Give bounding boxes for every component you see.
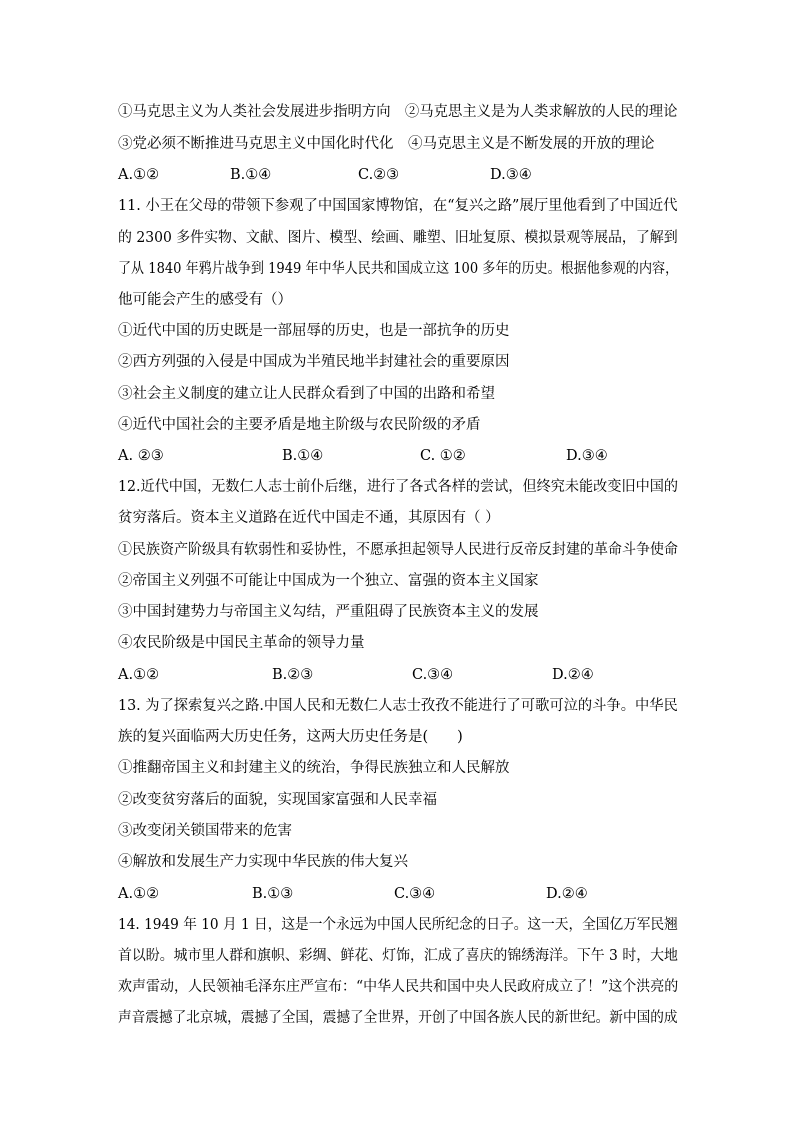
- q11-stem-line-3: 了从 1840 年鸦片战争到 1949 年中华人民共和国成立这 100 多年的历史。根据他参观的内容，: [118, 261, 679, 277]
- q12-stem-line-2: 贫穷落后。资本主义道路在近代中国走不通，其原因有（ ）: [118, 510, 500, 526]
- q12-statement-4: ④农民阶级是中国民主革命的领导力量: [118, 635, 365, 651]
- q14-stem-line-1: 14. 1949 年 10 月 1 日，这是一个永远为中国人民所纪念的日子。这一天，全国亿万军民翘: [118, 917, 678, 933]
- q13-statement-2: ②改变贫穷落后的面貌，实现国家富强和人民幸福: [118, 792, 437, 808]
- q12-statement-2: ②帝国主义列强不可能让中国成为一个独立、富强的资本主义国家: [118, 573, 539, 589]
- q13-stem-line-2: 族的复兴面临两大历史任务，这两大历史任务是( ): [118, 729, 463, 745]
- q12-option-c[interactable]: C.③④: [412, 667, 454, 683]
- q10-statement-line-2: ③党必须不断推进马克思主义中国化时代化 ④马克思主义是不断发展的开放的理论: [118, 136, 655, 152]
- q11-option-b[interactable]: B.①④: [282, 448, 324, 464]
- q13-statement-4: ④解放和发展生产力实现中华民族的伟大复兴: [118, 854, 408, 870]
- q12-statement-3: ③中国封建势力与帝国主义勾结，严重阻碍了民族资本主义的发展: [118, 604, 539, 620]
- q12-option-d[interactable]: D.②④: [552, 667, 594, 683]
- q10-option-d[interactable]: D.③④: [490, 167, 532, 183]
- q11-statement-4: ④近代中国社会的主要矛盾是地主阶级与农民阶级的矛盾: [118, 417, 481, 433]
- q13-statement-1: ①推翻帝国主义和封建主义的统治，争得民族独立和人民解放: [118, 760, 510, 776]
- q12-option-a[interactable]: A.①②: [118, 667, 160, 683]
- q10-option-c[interactable]: C.②③: [358, 167, 400, 183]
- q14-stem-line-2: 首以盼。城市里人群和旗帜、彩绸、鲜花、灯饰，汇成了喜庆的锦绣海洋。下午 3 时，大地: [118, 948, 678, 964]
- q13-statement-3: ③改变闭关锁国带来的危害: [118, 823, 292, 839]
- q10-statement-line-1: ①马克思主义为人类社会发展进步指明方向 ②马克思主义是为人类求解放的人民的理论: [118, 104, 678, 120]
- q12-statement-1: ①民族资产阶级具有软弱性和妥协性，不愿承担起领导人民进行反帝反封建的革命斗争使命: [118, 542, 678, 558]
- q11-option-a[interactable]: A. ②③: [118, 448, 164, 464]
- q14-stem-line-3: 欢声雷动，人民领袖毛泽东庄严宣布：“中华人民共和国中央人民政府成立了！”这个洪亮的: [118, 979, 679, 995]
- q11-statement-1: ①近代中国的历史既是一部屈辱的历史，也是一部抗争的历史: [118, 323, 510, 339]
- q11-statement-2: ②西方列强的入侵是中国成为半殖民地半封建社会的重要原因: [118, 354, 510, 370]
- q11-stem-line-1: 11. 小王在父母的带领下参观了中国国家博物馆，在“复兴之路”展厅里他看到了中国近代: [118, 198, 678, 214]
- q12-stem-line-1: 12.近代中国，无数仁人志士前仆后继，进行了各式各样的尝试，但终究未能改变旧中国的: [118, 479, 679, 495]
- q10-option-b[interactable]: B.①④: [230, 167, 272, 183]
- q13-option-b[interactable]: B.①③: [252, 886, 294, 902]
- q11-statement-3: ③社会主义制度的建立让人民群众看到了中国的出路和希望: [118, 386, 495, 402]
- q11-option-c[interactable]: C. ①②: [420, 448, 466, 464]
- q11-option-d[interactable]: D.③④: [566, 448, 608, 464]
- q12-option-b[interactable]: B.②③: [272, 667, 314, 683]
- q11-stem-line-4: 他可能会产生的感受有（）: [118, 292, 292, 308]
- q11-stem-line-2: 的 2300 多件实物、文献、图片、模型、绘画、雕塑、旧址复原、模拟景观等展品，了解到: [118, 230, 678, 246]
- q13-option-a[interactable]: A.①②: [118, 886, 160, 902]
- q13-option-c[interactable]: C.③④: [394, 886, 436, 902]
- q14-stem-line-4: 声音震撼了北京城，震撼了全国，震撼了全世界，开创了中国各族人民的新世纪。新中国的成: [118, 1010, 678, 1026]
- q13-stem-line-1: 13. 为了探索复兴之路.中国人民和无数仁人志士孜孜不能进行了可歌可泣的斗争。中华民: [118, 698, 678, 714]
- q10-option-a[interactable]: A.①②: [118, 167, 160, 183]
- q13-option-d[interactable]: D.②④: [546, 886, 588, 902]
